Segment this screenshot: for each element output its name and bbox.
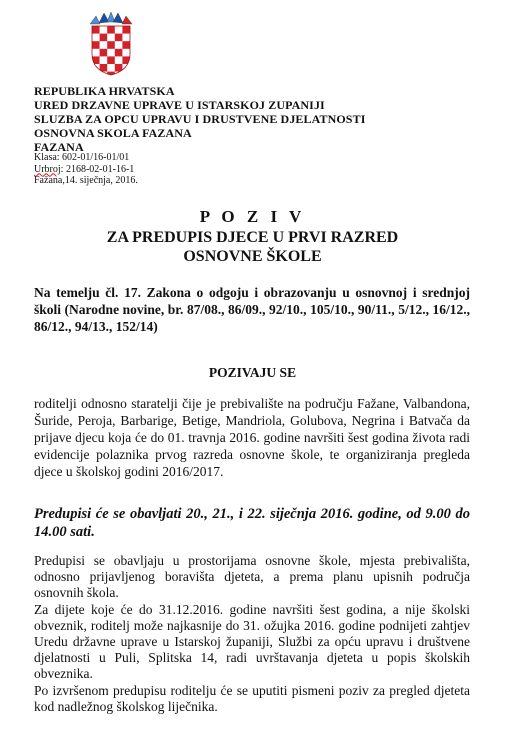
coat-checker-square xyxy=(100,56,108,64)
header-line: URED DRZAVNE UPRAVE U ISTARSKOJ ZUPANIJI xyxy=(34,98,325,112)
legal-basis-paragraph: Na temelju čl. 17. Zakona o odgoju i obrazovanju u osnovnoj i srednjoj školi (Narodne novine, br. 87/08., 86/09., 92/10., 105/10., 90/11., 5/12., 16/12., 86/12., 94/13., 152/14) xyxy=(34,285,470,334)
date-line: Fažana,14. siječnja, 2016. xyxy=(34,175,138,186)
coat-checker-square xyxy=(107,64,115,72)
coat-checker-square xyxy=(92,72,100,76)
urbroj-label: Urbroj xyxy=(34,163,61,175)
details-paragraph: Po izvršenom predupisu roditelju će se uputiti pismeni poziv za pregled djeteta kod nadležnog školskog liječnika. xyxy=(34,682,470,714)
document-meta xyxy=(34,152,138,187)
urbroj-line xyxy=(34,164,138,176)
coat-checker-square xyxy=(122,64,130,72)
header-line: FAZANA xyxy=(34,140,84,154)
coat-checker-square xyxy=(115,26,123,34)
coat-checker-square xyxy=(115,34,123,42)
coat-of-arms-icon xyxy=(88,12,134,76)
urbroj-value: : 2168-02-01-16-1 xyxy=(60,163,135,175)
details-paragraph: Za dijete koje će do 31.12.2016. godine navršiti šest godina, a nije školski obveznik, roditelj može najkasnije do 31. ožujka 2016. godine podnijeti zahtjev Uredu državne uprave u Istarskoj županiji, Službi za opću upravu i društvene djelatnosti u Puli, Splitska 14, radi uvrštavanja djeteta u popis školskih obveznika. xyxy=(34,601,470,682)
coat-checker-square xyxy=(107,56,115,64)
coat-checker-square xyxy=(100,34,108,42)
coat-checker-square xyxy=(122,49,130,57)
header-line: REPUBLIKA HRVATSKA xyxy=(34,84,175,98)
document-subtitle-2: OSNOVNE ŠKOLE xyxy=(183,248,322,265)
coat-checker-square xyxy=(122,72,130,76)
details-paragraph: Predupisi se obavljaju u prostorijama osnovne škole, mjesta prebivališta, odnosno prijavljenog boravišta djeteta, a prema planu upisnih područja osnovnih škola. xyxy=(34,553,470,601)
details-section xyxy=(34,553,470,715)
coat-checker-square xyxy=(115,49,123,57)
coat-checker-square xyxy=(122,34,130,42)
coat-checker-square xyxy=(107,34,115,42)
institution-header xyxy=(34,84,474,154)
coat-checker-square xyxy=(92,64,100,72)
document-subtitle: ZA PREDUPIS DJECE U PRVI RAZRED xyxy=(106,229,399,246)
header-line: SLUZBA ZA OPCU UPRAVU I DRUSTVENE DJELATNOSTI xyxy=(34,112,366,126)
coat-checker-square xyxy=(122,26,130,34)
coat-checker-square xyxy=(107,26,115,34)
coat-checker-square xyxy=(122,41,130,49)
coat-checker-square xyxy=(92,26,100,34)
coat-checker-square xyxy=(100,26,108,34)
invitation-paragraph: roditelji odnosno staratelji čije je prebivalište na području Fažane, Valbandona, Šuride, Peroja, Barbarige, Betige, Mandriola, Golubova, Negrina i Batvača da prijave djecu koja će do 01. travnja 2016. godine navršiti šest godina života radi evidencije polaznika prvog razreda osnovne škole, te organiziranja pregleda djece u školskoj godini 2016/2017. xyxy=(34,396,470,479)
coat-checker-square xyxy=(100,49,108,57)
klasa-line: Klasa: 602-01/16-01/01 xyxy=(34,152,130,163)
coat-checker-square xyxy=(92,34,100,42)
coat-checker-square xyxy=(107,41,115,49)
coat-checker-square xyxy=(107,49,115,57)
pozivaju-heading: POZIVAJU SE xyxy=(208,365,297,380)
header-line: OSNOVNA SKOLA FAZANA xyxy=(34,126,192,140)
coat-checker-square xyxy=(92,49,100,57)
document-title: P O Z I V xyxy=(199,207,306,226)
schedule-paragraph: Predupisi će se obavljati 20., 21., i 22. siječnja 2016. godine, od 9.00 do 14.00 sati. xyxy=(34,506,470,540)
coat-checker-square xyxy=(100,41,108,49)
coat-checker-square xyxy=(92,41,100,49)
coat-checker-square xyxy=(115,41,123,49)
coat-checker-square xyxy=(115,56,123,64)
